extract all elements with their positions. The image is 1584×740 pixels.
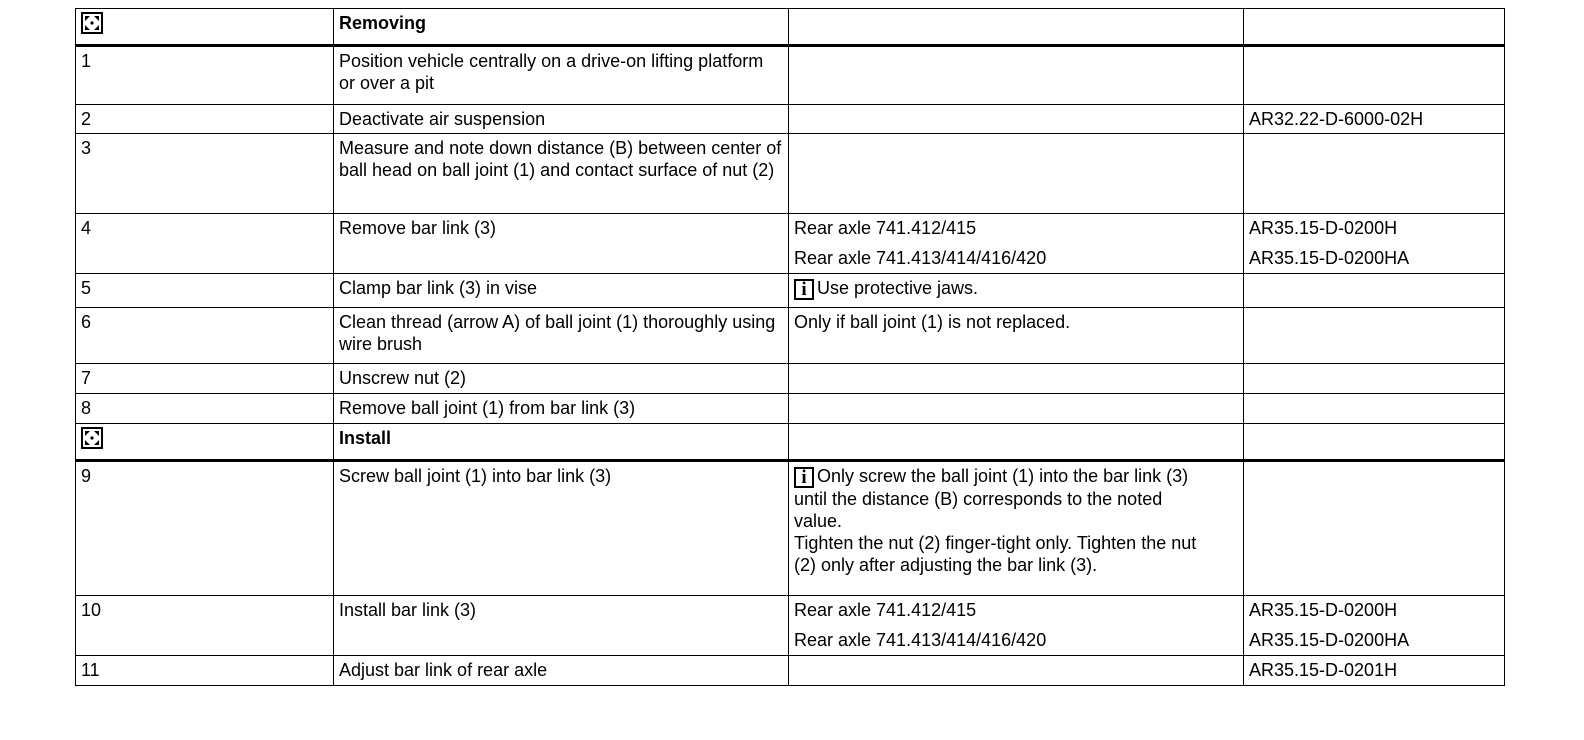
variant-note: Rear axle 741.413/414/416/420 (794, 248, 1047, 268)
table-row (76, 214, 1505, 274)
work-steps-table (75, 8, 1505, 686)
step-number: 4 (76, 214, 334, 274)
table-row (76, 394, 1505, 424)
step-number: 11 (76, 656, 334, 686)
note-cell (789, 274, 1244, 308)
step-text: Clean thread (arrow A) of ball joint (1) thoroughly using wire brush (334, 308, 789, 364)
variant-notes (789, 596, 1244, 656)
step-text: Remove bar link (3) (334, 214, 789, 274)
step-text: Screw ball joint (1) into bar link (3) (334, 461, 789, 596)
table-row (76, 105, 1505, 134)
condition-note: Only if ball joint (1) is not replaced. (789, 308, 1244, 364)
doc-reference-link[interactable]: AR35.15-D-0201H (1244, 656, 1505, 686)
section-header-install (76, 424, 1505, 461)
doc-reference-link[interactable]: AR35.15-D-0200H (1249, 600, 1398, 620)
section-title: Removing (334, 9, 789, 46)
info-note: Only screw the ball joint (1) into the bar link (3) until the distance (B) corresponds to the noted value. (794, 466, 1189, 531)
info-block (794, 465, 1203, 532)
step-text: Deactivate air suspension (334, 105, 789, 134)
step-number: 5 (76, 274, 334, 308)
section-icon-cell (76, 9, 334, 46)
table-row (76, 46, 1505, 105)
step-number: 1 (76, 46, 334, 105)
section-title: Install (334, 424, 789, 461)
doc-reference-link[interactable]: AR32.22-D-6000-02H (1244, 105, 1505, 134)
step-text: Measure and note down distance (B) between center of ball head on ball joint (1) and contact surface of nut (2) (334, 134, 789, 214)
step-number: 7 (76, 364, 334, 394)
table-row (76, 134, 1505, 214)
step-number: 2 (76, 105, 334, 134)
doc-reference-link[interactable]: AR35.15-D-0200H (1249, 218, 1398, 238)
step-number: 3 (76, 134, 334, 214)
variant-note: Rear axle 741.412/415 (794, 218, 977, 238)
step-text: Position vehicle centrally on a drive-on lifting platform or over a pit (334, 46, 789, 105)
note-cell (789, 461, 1244, 596)
step-number: 6 (76, 308, 334, 364)
doc-references (1244, 596, 1505, 656)
doc-references (1244, 214, 1505, 274)
section-header-removing (76, 9, 1505, 46)
step-number: 10 (76, 596, 334, 656)
variant-note: Rear axle 741.412/415 (794, 600, 977, 620)
step-text: Unscrew nut (2) (334, 364, 789, 394)
variant-notes (789, 214, 1244, 274)
info-icon: i (794, 467, 814, 488)
section-icon-cell (76, 424, 334, 461)
step-number: 8 (76, 394, 334, 424)
table-row (76, 461, 1505, 596)
info-note-continued: Tighten the nut (2) finger-tight only. Tighten the nut (2) only after adjusting the bar link (3). (794, 533, 1197, 575)
info-note: Use protective jaws. (817, 278, 979, 298)
step-text: Install bar link (3) (334, 596, 789, 656)
table-row (76, 274, 1505, 308)
info-icon: i (794, 279, 814, 300)
table-row (76, 364, 1505, 394)
step-text: Clamp bar link (3) in vise (334, 274, 789, 308)
step-number: 9 (76, 461, 334, 596)
step-text: Remove ball joint (1) from bar link (3) (334, 394, 789, 424)
work-step-icon (81, 427, 103, 449)
doc-reference-link[interactable]: AR35.15-D-0200HA (1249, 248, 1410, 268)
table-row (76, 596, 1505, 656)
table-row (76, 308, 1505, 364)
work-step-icon (81, 12, 103, 34)
table-row (76, 656, 1505, 686)
doc-reference-link[interactable]: AR35.15-D-0200HA (1249, 630, 1410, 650)
step-text: Adjust bar link of rear axle (334, 656, 789, 686)
variant-note: Rear axle 741.413/414/416/420 (794, 630, 1047, 650)
